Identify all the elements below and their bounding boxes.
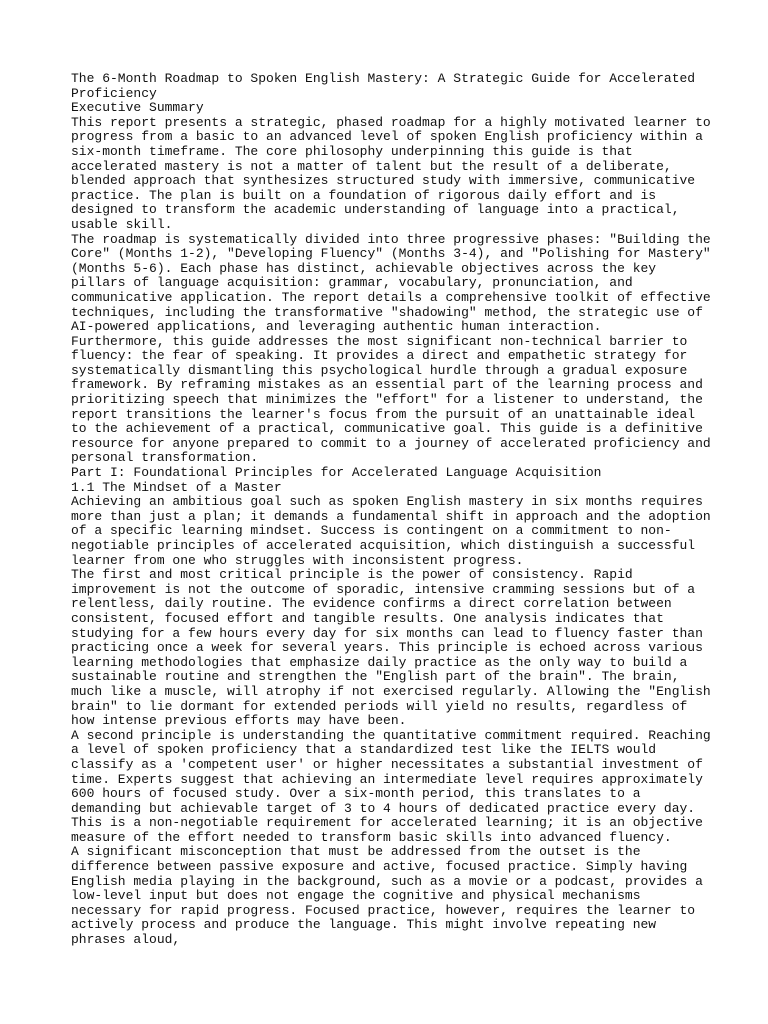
paragraph: The roadmap is systematically divided into three progressive phases: "Building the Core" (Months 1-2), "Developing Fluency" (Months 3-4), and "Polishing for Mastery" (Months 5-6). Each phase has distinct, achievable objectives across the key pillars of language acquisition: grammar, vocabulary, pronunciation, and communicative application. The report details a comprehensive toolkit of effective techniques, including the transformative "shadowing" method, the strategic use of AI-powered applications, and leveraging authentic human interaction. — [71, 231, 711, 335]
paragraph: A significant misconception that must be addressed from the outset is the difference between passive exposure and active, focused practice. Simply having English media playing in the background, such as a movie or a podcast, provides a low-level input but does not engage the cognitive and physical mechanisms necessary for rapid progress. Focused practice, however, requires the learner to actively process and produce the language. This might involve repeating new phrases aloud, — [71, 844, 703, 948]
paragraph: This report presents a strategic, phased roadmap for a highly motivated learner to progress from a basic to an advanced level of spoken English proficiency within a six-month timeframe. The core philosophy underpinning this guide is that accelerated mastery is not a matter of talent but the result of a deliberate, blended approach that synthesizes structured study with immersive, communicative practice. The plan is built on a foundation of rigorous daily effort and is designed to transform the academic understanding of language into a practical, usable skill. — [71, 114, 711, 232]
executive-summary-heading: Executive Summary — [71, 100, 204, 116]
document-title: The 6-Month Roadmap to Spoken English Mastery: A Strategic Guide for Accelerated Proficiency — [71, 71, 696, 101]
paragraph: Furthermore, this guide addresses the most significant non-technical barrier to fluency: the fear of speaking. It provides a direct and empathetic strategy for systematically dismantling this psychological hurdle through a gradual exposure framework. By reframing mistakes as an essential part of the learning process and prioritizing speech that minimizes the "effort" for a listener to understand, the report transitions the learner's focus from the pursuit of an unattainable ideal to the achievement of a practical, communicative goal. This guide is a definitive resource for anyone prepared to commit to a journey of accelerated proficiency and personal transformation. — [71, 333, 711, 466]
paragraph: Achieving an ambitious goal such as spoken English mastery in six months requires more than just a plan; it demands a fundamental shift in approach and the adoption of a specific learning mindset. Success is contingent on a commitment to non-negotiable principles of accelerated acquisition, which distinguish a successful learner from one who struggles with inconsistent progress. — [71, 494, 711, 568]
paragraph: The first and most critical principle is the power of consistency. Rapid improvement is not the outcome of sporadic, intensive cramming sessions but of a relentless, daily routine. The evidence confirms a direct correlation between consistent, focused effort and tangible results. One analysis indicates that studying for a few hours every day for six months can lead to fluency faster than practicing once a week for several years. This principle is echoed across various learning methodologies that emphasize daily practice as the only way to build a sustainable routine and strengthen the "English part of the brain". The brain, much like a muscle, will atrophy if not exercised regularly. Allowing the "English brain" to lie dormant for extended periods will yield no results, regardless of how intense previous efforts may have been. — [71, 567, 711, 729]
part-heading: Part I: Foundational Principles for Accelerated Language Acquisition — [71, 465, 602, 481]
document-page — [71, 72, 711, 948]
section-heading: 1.1 The Mindset of a Master — [71, 479, 282, 495]
paragraph: A second principle is understanding the quantitative commitment required. Reaching a level of spoken proficiency that a standardized test like the IELTS would classify as a 'competent user' or higher necessitates a substantial investment of time. Experts suggest that achieving an intermediate level requires approximately 600 hours of focused study. Over a six-month period, this translates to a demanding but achievable target of 3 to 4 hours of dedicated practice every day. This is a non-negotiable requirement for accelerated learning; it is an objective measure of the effort needed to transform basic skills into advanced fluency. — [71, 727, 711, 845]
